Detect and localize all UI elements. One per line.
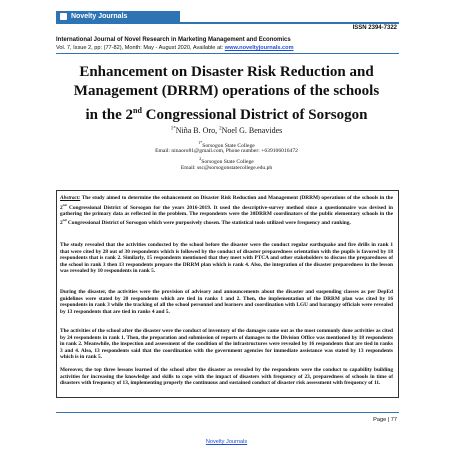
brand-name: Novelty Journals — [71, 13, 128, 20]
abstract-paragraph-1: Abstract: The study aimed to determine the enhancement on Disaster Risk Reduction and Management (DRRM) operations of the schools in the 2nd Congressional District of Sorsogon for the years 2016-2019. It used the descriptive-survey method since a questionnaire was devised in gathering the primary data as reflected in the problem. The respondents were the 30DRRM coordinators of the public elementary schools in the 2nd Congressional District of Sorsogon which were purposively chosen. The statistical tools utilized were frequency and ranking. — [60, 195, 393, 227]
title-line-1: Enhancement on Disaster Risk Reduction and — [79, 64, 374, 80]
journal-url-link[interactable]: www.noveltyjournals.com — [224, 45, 294, 51]
footer-divider — [56, 412, 399, 413]
contact-1: Email: ninaoro81@gmail.com, Phone number: +639106016472 — [155, 148, 298, 154]
abstract-paragraph-3: During the disaster, the activities were the provision of advisory and announcements about the disaster and suspending classes as per DepEd guidelines were stated by 20 respondents which are tied in ranks 1 and 2. Then, the implementation of the DRRM plan was cited by 16 respondents in rank 3 while the tracking of all the school personnel and learners and coordination with LGU and barangay officials were revealed by 13 respondents that are tied in ranks 4 and 5. — [60, 289, 393, 315]
issn-label: ISSN 2394-7322 — [352, 25, 397, 31]
brand-tab — [56, 11, 180, 22]
title-line-3: in the 2nd Congressional District of Sorsogon — [85, 106, 368, 123]
page-number: Page | 77 — [373, 417, 397, 423]
volume-text: Vol. 7, Issue 2, pp: (77-82), Month: May - August 2020, Available at: — [56, 45, 224, 51]
author-2: Noel G. Benavides — [221, 126, 283, 135]
header-divider — [56, 53, 399, 54]
paper-title — [40, 63, 413, 125]
footer-journal-link[interactable]: Novelty Journals — [205, 439, 248, 445]
journal-logo-icon — [60, 13, 67, 20]
journal-name: International Journal of Novel Research in Marketing Management and Economics — [56, 37, 291, 43]
title-line-2: Management (DRRM) operations of the schools — [73, 83, 380, 99]
abstract-label: Abstract: — [60, 195, 81, 201]
abstract-paragraph-5: Moreover, the top three lessons learned of the school after the disaster as revealed by the respondents were the conduct to capability building activities for increasing the knowledge and skills to cope with the impact of disasters with frequency of 23, preparedness of schools in time of disasters with frequency of 13, implementing properly the continuous and sustained conduct of disaster risk assessment with frequency of 11. — [60, 367, 393, 386]
abstract-paragraph-2: The study revealed that the activities conducted by the school before the disaster were the conduct regular earthquake and fire drills in rank 1 that were cited by 28 out of 30 respondents which is followed by the conduct of disaster preparedness orientation with the pupils is favored by 18 respondents that is rank 2. Similarly, 15 respondents mentioned that they meet with PTCA and other stakeholders to discuss the preparedness of the school in rank 3 then 13 respondents prepare the DRRM plan which is rank 4. Also, the integration of the disaster preparedness in the lesson was revealed by 10 respondents in rank 5. — [60, 242, 393, 274]
affiliation-1: $^{1*}$Sorsogon State College — [198, 140, 255, 149]
abstract-paragraph-4: The activities of the school after the disaster were the conduct of inventory of the damages came out as the most commonly done activities as cited by 24 respondents in rank 1. Then, the preparation and submission of reports of damages to the Division Office was mentioned by 18 respondents in rank 2. Meanwhile, the inspection and assessment of the condition of the infrastructures were revealed by 16 respondents that are tied in ranks 3 and 4. Also, 13 respondents said that the coordination with the government agencies for immediate assistance was stated by 13 respondents which is in rank 5. — [60, 328, 393, 360]
volume-line — [56, 45, 294, 51]
author-line: $^{1*}$Niña B. Oro, $^2$Noel G. Benavides — [170, 126, 283, 135]
banner-rule — [56, 22, 399, 24]
contact-2: Email: ssc@sorsogonstatecollege.edu.ph — [180, 165, 273, 171]
affiliation-2: $^2$Sorsogon State College — [199, 156, 254, 165]
author-1: Niña B. Oro, — [175, 126, 220, 135]
journal-banner — [56, 11, 399, 22]
